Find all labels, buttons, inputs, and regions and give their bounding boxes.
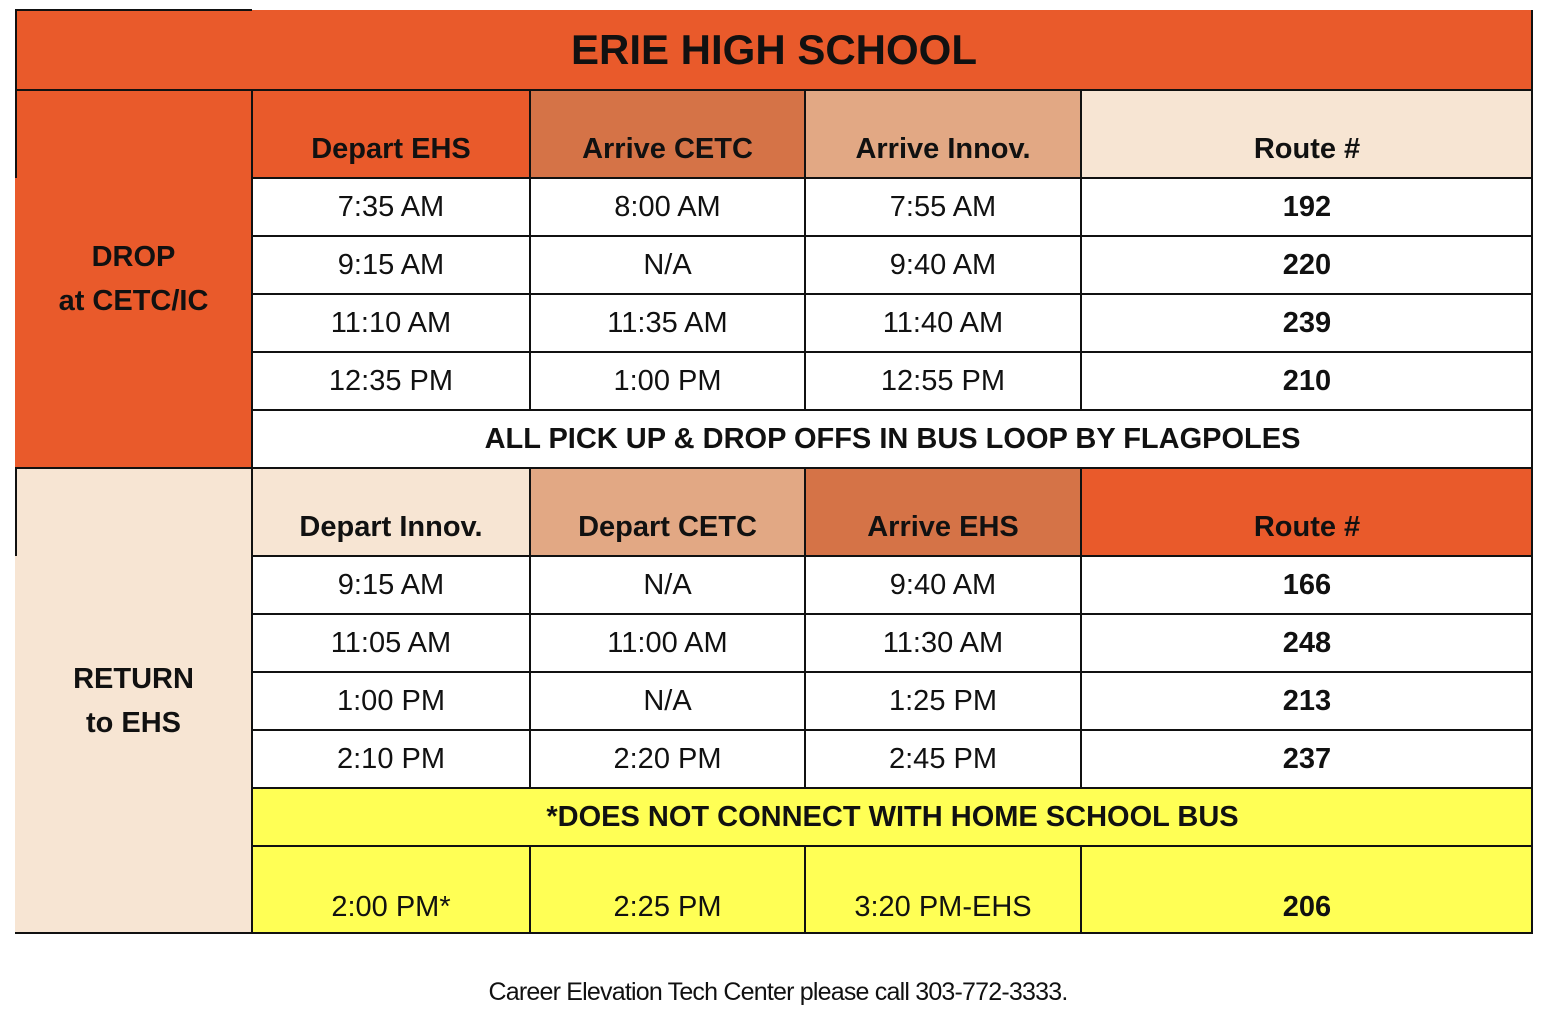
return-row2-route: 248	[1282, 626, 1332, 659]
drop-row4-route: 210	[1282, 364, 1332, 397]
divider	[252, 845, 1533, 847]
special-row-cetc: 2:25 PM	[530, 846, 805, 934]
divider	[15, 468, 17, 556]
divider	[804, 468, 806, 788]
divider	[252, 235, 1533, 237]
divider	[15, 10, 17, 178]
return-row3-ehs: 1:25 PM	[889, 684, 997, 717]
return-row2-ehs: 11:30 AM	[882, 626, 1004, 659]
divider	[529, 468, 531, 788]
divider	[15, 9, 252, 11]
return-label-line2: to EHS	[85, 707, 182, 739]
drop-row3-innov: 11:40 AM	[882, 306, 1004, 339]
drop-header-depart-ehs: Depart EHS	[252, 90, 530, 178]
special-row-ehs: 3:20 PM-EHS	[805, 846, 1081, 934]
drop-note: ALL PICK UP & DROP OFFS IN BUS LOOP BY FLAGPOLES	[484, 422, 1301, 455]
return-header-depart-innov: Depart Innov.	[252, 468, 530, 556]
divider	[15, 89, 1533, 91]
return-row1-route: 166	[1282, 568, 1332, 601]
return-row4-route: 237	[1282, 742, 1332, 775]
divider	[529, 90, 531, 410]
drop-row1-innov: 7:55 AM	[889, 190, 997, 223]
drop-row1-route: 192	[1282, 190, 1332, 223]
drop-section-label	[15, 90, 252, 468]
return-row4-innov: 2:10 PM	[337, 742, 445, 775]
divider	[1080, 468, 1082, 788]
return-row4-cetc: 2:20 PM	[613, 742, 722, 775]
return-row3-cetc: N/A	[643, 684, 692, 717]
return-section-label	[15, 468, 252, 934]
return-label-line1: RETURN	[73, 663, 194, 695]
divider	[1080, 90, 1082, 410]
special-row-innov: 2:00 PM*	[252, 846, 530, 934]
divider	[252, 729, 1533, 731]
drop-row2-cetc: N/A	[643, 248, 692, 281]
drop-row4-innov: 12:55 PM	[880, 364, 1006, 397]
drop-header-arrive-innov: Arrive Innov.	[805, 90, 1081, 178]
return-row3-route: 213	[1282, 684, 1332, 717]
divider	[804, 90, 806, 410]
divider	[252, 613, 1533, 615]
return-row4-ehs: 2:45 PM	[889, 742, 997, 775]
drop-row2-depart: 9:15 AM	[337, 248, 445, 281]
contact-footer: Career Elevation Tech Center please call 303-772-3333.	[488, 978, 1068, 1006]
return-row1-innov: 9:15 AM	[337, 568, 445, 601]
drop-row4-cetc: 1:00 PM	[613, 364, 722, 397]
special-row-route: 206	[1081, 846, 1533, 934]
drop-row2-route: 220	[1282, 248, 1332, 281]
divider	[529, 846, 531, 934]
drop-row3-route: 239	[1282, 306, 1332, 339]
return-row2-cetc: 11:00 AM	[607, 626, 728, 659]
drop-row4-depart: 12:35 PM	[328, 364, 454, 397]
drop-header-arrive-cetc: Arrive CETC	[530, 90, 805, 178]
drop-header-route: Route #	[1081, 90, 1533, 178]
return-header-depart-cetc: Depart CETC	[530, 468, 805, 556]
drop-label-line1: DROP	[91, 241, 176, 273]
divider	[1531, 10, 1533, 934]
divider	[252, 177, 1533, 179]
schedule-table	[15, 10, 1533, 934]
drop-label-line2: at CETC/IC	[58, 285, 209, 317]
return-header-route: Route #	[1081, 468, 1533, 556]
divider	[252, 293, 1533, 295]
return-note: *DOES NOT CONNECT WITH HOME SCHOOL BUS	[252, 788, 1533, 846]
return-row3-innov: 1:00 PM	[337, 684, 445, 717]
return-row1-ehs: 9:40 AM	[889, 568, 997, 601]
divider	[1080, 846, 1082, 934]
return-row2-innov: 11:05 AM	[330, 626, 452, 659]
drop-row1-depart: 7:35 AM	[337, 190, 445, 223]
drop-row3-cetc: 11:35 AM	[607, 306, 728, 339]
drop-row1-cetc: 8:00 AM	[614, 190, 721, 223]
divider	[15, 932, 1533, 934]
divider	[252, 671, 1533, 673]
divider	[804, 846, 806, 934]
divider	[15, 467, 1533, 469]
drop-row2-innov: 9:40 AM	[889, 248, 997, 281]
divider	[251, 90, 253, 934]
divider	[252, 351, 1533, 353]
divider	[252, 409, 1533, 411]
return-row1-cetc: N/A	[643, 568, 692, 601]
divider	[252, 555, 1533, 557]
drop-row3-depart: 11:10 AM	[330, 306, 452, 339]
return-header-arrive-ehs: Arrive EHS	[805, 468, 1081, 556]
divider	[252, 787, 1533, 789]
page-title: ERIE HIGH SCHOOL	[15, 10, 1533, 90]
